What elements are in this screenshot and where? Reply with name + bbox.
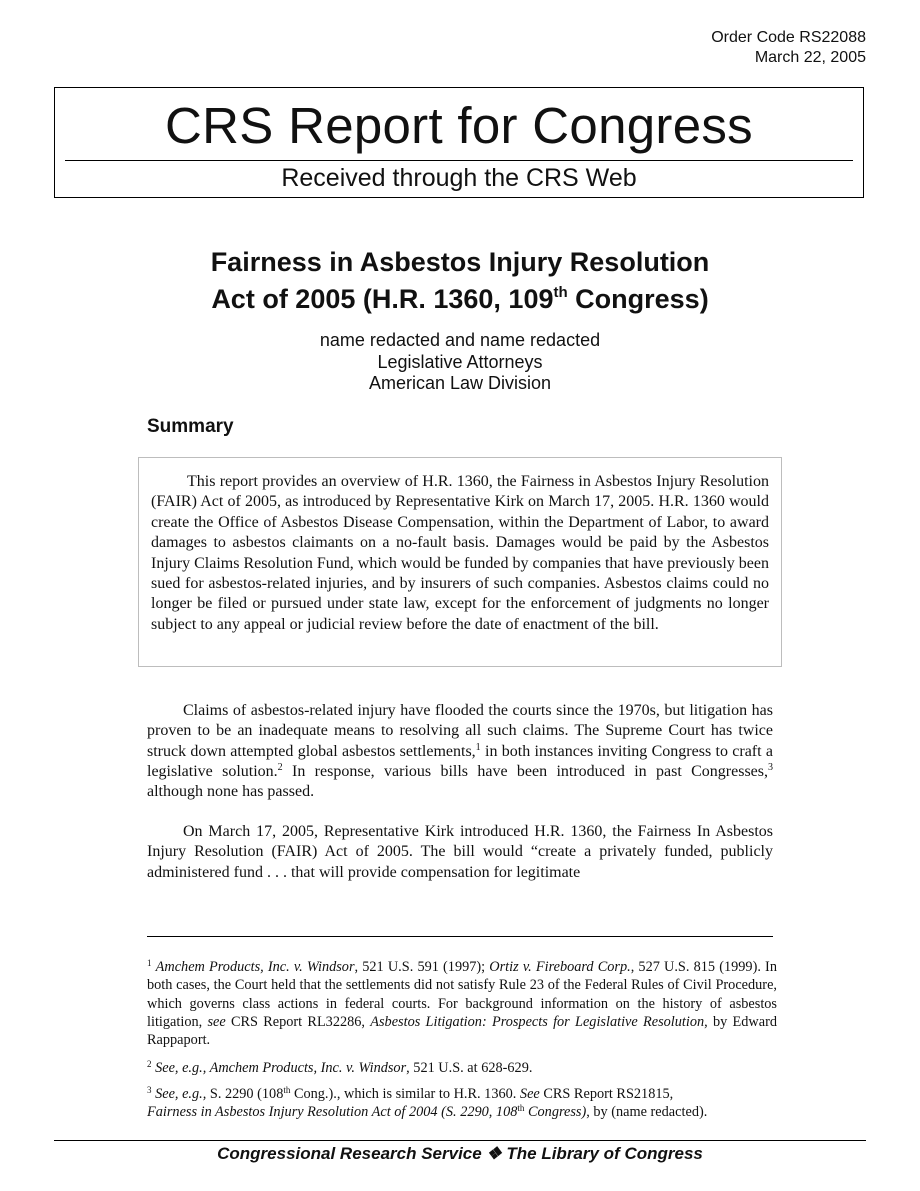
crs-banner bbox=[54, 87, 864, 198]
banner-divider bbox=[65, 160, 853, 161]
footnote-number: 1 bbox=[147, 958, 152, 968]
ordinal-superscript: th bbox=[283, 1085, 291, 1095]
footnote-text: , 521 U.S. 591 (1997); bbox=[354, 959, 490, 975]
see-signal: See bbox=[519, 1086, 540, 1102]
see-signal: see bbox=[207, 1013, 226, 1030]
title-line-2 bbox=[0, 281, 920, 318]
author-role: Legislative Attorneys bbox=[377, 351, 543, 372]
footnote-text: S. 2290 (108 bbox=[206, 1086, 284, 1102]
case-citation: See, e.g., Amchem Products, Inc. v. Windsor bbox=[155, 1060, 407, 1076]
body-paragraph-1 bbox=[147, 701, 773, 802]
footnote-number: 2 bbox=[147, 1059, 152, 1069]
body-paragraph-2: On March 17, 2005, Representative Kirk introduced H.R. 1360, the Fairness In Asbestos Injury Resolution (FAIR) Act of 2005. The bill would “create a privately funded, publicly administered fund . . . that will provide compensation for legitimate bbox=[147, 823, 773, 881]
order-code-block bbox=[711, 28, 866, 68]
banner-subtitle: Received through the CRS Web bbox=[281, 164, 637, 192]
title-line-2-end: Congress) bbox=[567, 284, 709, 314]
footnote-text: , 527 U.S. 815 (1999). In both cases, the Court held that the settlements did not satisfy Rule 23 of the Federal Rules of Civil Procedure, which governs class actions in federal courts. For background information on the history of asbestos litigation, bbox=[147, 959, 777, 1030]
report-date: March 22, 2005 bbox=[754, 49, 866, 66]
report-title: Asbestos Litigation: Prospects for Legislative Resolution bbox=[370, 1013, 705, 1030]
ordinal-superscript: th bbox=[517, 1103, 525, 1114]
footnote-text: CRS Report RL32286, bbox=[225, 1013, 371, 1030]
summary-box bbox=[138, 457, 782, 667]
footnote-ref-3[interactable]: 3 bbox=[768, 761, 774, 773]
paragraph-text: Claims of asbestos-related injury have flooded the courts since the 1970s, but litigation has proven to be an inadequate means to resolving all such claims. The Supreme Court has twice struck down attempted global asbestos settlements, bbox=[147, 702, 773, 760]
footnote-3 bbox=[147, 1085, 777, 1122]
footnote-text: Cong.)., which is similar to H.R. 1360. bbox=[290, 1086, 520, 1102]
see-signal: See, e.g., bbox=[155, 1086, 207, 1102]
banner-title: CRS Report for Congress bbox=[165, 97, 753, 154]
case-citation: Amchem Products, Inc. v. Windsor bbox=[155, 959, 355, 975]
authors: name redacted and name redacted bbox=[319, 330, 601, 350]
report-title: Congress) bbox=[524, 1104, 587, 1121]
footnote-divider bbox=[147, 936, 773, 937]
case-citation: Ortiz v. Fireboard Corp. bbox=[489, 959, 631, 975]
footnote-text: CRS Report RS21815, bbox=[539, 1086, 674, 1102]
title-superscript: th bbox=[553, 284, 568, 301]
report-title: Fairness in Asbestos Injury Resolution Act of 2004 (S. 2290, 108 bbox=[147, 1104, 518, 1121]
paragraph-text: although none has passed. bbox=[147, 783, 315, 801]
page-footer: Congressional Research Service ❖ The Library of Congress bbox=[217, 1144, 703, 1163]
document-title bbox=[0, 244, 920, 318]
footnote-number: 3 bbox=[147, 1085, 152, 1095]
paragraph-text: In response, various bills have been introduced in past Congresses, bbox=[282, 762, 769, 780]
footnote-text: , by Edward Rappaport. bbox=[147, 1013, 777, 1049]
footnote-ref-2[interactable]: 2 bbox=[277, 761, 283, 773]
footnote-2 bbox=[147, 1059, 777, 1077]
footnote-text: , by (name redacted). bbox=[586, 1104, 708, 1121]
author-block bbox=[0, 330, 920, 395]
paragraph-text: in both instances inviting Congress to craft a legislative solution. bbox=[147, 742, 773, 780]
title-line-1: Fairness in Asbestos Injury Resolution bbox=[210, 247, 710, 277]
author-division: American Law Division bbox=[368, 373, 552, 393]
footnote-text: , 521 U.S. at 628-629. bbox=[406, 1060, 533, 1076]
footnote-ref-1[interactable]: 1 bbox=[475, 741, 481, 753]
footnote-1 bbox=[147, 958, 777, 1049]
order-code: Order Code RS22088 bbox=[711, 29, 866, 46]
footer-divider bbox=[54, 1140, 866, 1141]
summary-text: This report provides an overview of H.R. 1360, the Fairness in Asbestos Injury Resolution (FAIR) Act of 2005, as introduced by Representative Kirk on March 17, 2005. H.R. 1360 would create the Office of Asbestos Disease Compensation, within the Department of Labor, to award damages to asbestos claimants on a no-fault basis. Damages would be paid by the Asbestos Injury Claims Resolution Fund, which would be funded by companies that have previously been sued for asbestos-related injuries, and by insurers of such companies. Asbestos claims could no longer be filed or pursued under state law, except for the enforcement of judgments no longer subject to any appeal or judicial review before the date of enactment of the bill. bbox=[151, 473, 769, 633]
title-line-2-text: Act of 2005 (H.R. 1360, 109 bbox=[211, 284, 554, 314]
summary-heading: Summary bbox=[147, 416, 234, 437]
